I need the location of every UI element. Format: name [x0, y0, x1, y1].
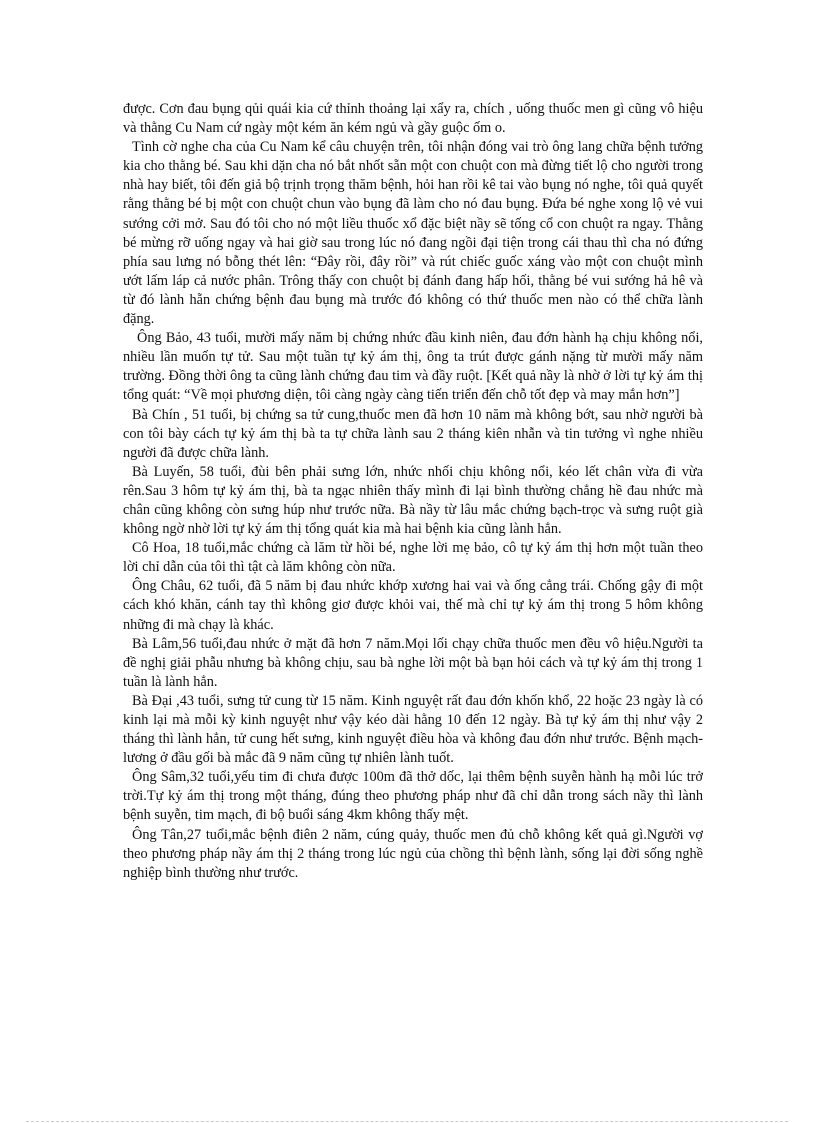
paragraph-ong-chau: Ông Châu, 62 tuổi, đã 5 năm bị đau nhức khớp xương hai vai và ống cẳng trái. Chống gậy đi một cách khó khăn, cánh tay thì không giơ được khỏi vai, thế mà chỉ tự kỷ ám thị trong 5 hôm không những đi mà chạy là khác. [123, 578, 703, 633]
paragraph-cu-nam-intro: được. Cơn đau bụng qủi quái kia cứ thỉnh thoảng lại xẩy ra, chích , uống thuốc men gì cũng vô hiệu và thằng Cu Nam cứ ngày một kém ăn kém ngủ và gầy guộc ốm o. [123, 101, 703, 137]
paragraph-cu-nam-story: Tình cờ nghe cha của Cu Nam kể câu chuyện trên, tôi nhận đóng vai trò ông lang chữa bệnh tưởng kia cho thằng bé. Sau khi dặn cha nó bắt nhốt sẵn một con chuột con mà đừng tiết lộ cho người trong nhà hay biết, tôi đến giả bộ trịnh trọng thăm bệnh, hỏi han rồi kê tai vào bụng nó nghe, tôi quả quyết rằng thằng bé bị một con chuột chun vào bụng đã làm cho nó đau bụng. Đứa bé nghe xong lộ vẻ vui sướng cởi mở. Sau đó tôi cho nó một liều thuốc xổ đặc biệt nầy sẽ tống cổ con chuột ra ngay. Thằng bé mừng rỡ uống ngay và hai giờ sau trong lúc nó đang ngồi đại tiện trong cái thau thì cha nó đứng phía sau lưng nó bỗng thét lên: “Đây rồi, đây rồi” và rút chiếc guốc xáng vào một con chuột mình ướt lấm láp cả nước phân. Trông thấy con chuột bị đánh đang hấp hối, thằng bé vui sướng hả hê và từ đó lành hẵn chứng bệnh đau bụng mà trước đó không có thứ thuốc men nào có thể chữa lành đặng. [123, 139, 703, 328]
paragraph-ba-luyen: Bà Luyến, 58 tuổi, đùi bên phải sưng lớn, nhức nhối chịu không nổi, kéo lết chân vừa đi vừa rên.Sau 3 hôm tự kỷ ám thị, bà ta ngạc nhiên thấy mình đi lại bình thường chẳng hề đau nhức mà chân cũng không còn sưng húp như trước nữa. Bà nầy từ lâu mắc chứng bạch-trọc và sưng ruột già không ngờ nhờ lời tự kỷ ám thị tổng quát kia mà hai bệnh kia cũng lành hẳn. [123, 463, 703, 538]
paragraph-ong-bao: Ông Bảo, 43 tuổi, mười mấy năm bị chứng nhức đầu kinh niên, đau đớn hành hạ chịu không nổi, nhiều lần muốn tự tử. Sau một tuần tự kỷ ám thị, ông ta trút được gánh nặng từ mười mấy năm trường. Đồng thời ông ta cũng lành chứng đau tim và đầy ruột. [Kết quả nầy là nhờ ở lời tự kỷ ám thị tổng quát: “Về mọi phương diện, tôi càng ngày càng tiến triển đến chỗ tốt đẹp và may mắn hơn”] [123, 330, 703, 404]
paragraph-ba-dai: Bà Đại ,43 tuổi, sưng tử cung từ 15 năm. Kinh nguyệt rất đau đớn khốn khổ, 22 hoặc 23 ngày là có kinh lại mà mỗi kỳ kinh nguyệt như vậy kéo dài hằng 10 đến 12 ngày. Bà tự kỷ ám thị như vậy 2 tháng thì lành hẳn, tử cung hết sưng, kinh nguyệt điều hòa và không đau đớn như trước. Bệnh mạch-lương ở đầu gối bà mắc đã 9 năm cũng tự nhiên lành tuốt. [123, 692, 703, 767]
paragraph-ong-tan: Ông Tân,27 tuổi,mắc bệnh điên 2 năm, cúng quảy, thuốc men đủ chỗ không kết quả gì.Người vợ theo phương pháp nầy ám thị 2 tháng trong lúc ngủ của chồng thì bệnh lành, sống lại đời sống nghề nghiệp bình thường như trước. [123, 826, 703, 881]
paragraph-co-hoa: Cô Hoa, 18 tuổi,mắc chứng cà lăm từ hồi bé, nghe lời mẹ bảo, cô tự kỷ ám thị hơn một tuần theo lời chỉ dẫn của tôi thì tật cà lăm không còn nữa. [123, 540, 703, 576]
page-bottom-divider [26, 1121, 788, 1122]
paragraph-ba-lam: Bà Lâm,56 tuổi,đau nhức ở mặt đã hơn 7 năm.Mọi lối chạy chữa thuốc men đều vô hiệu.Người ta đề nghị giải phẫu nhưng bà không chịu, sau bà nghe lời một bà bạn hỏi cách và tự kỷ ám thị trong 1 tuần là lành hẳn. [123, 635, 703, 690]
document-page [123, 100, 703, 883]
paragraph-ba-chin: Bà Chín , 51 tuổi, bị chứng sa tử cung,thuốc men đã hơn 10 năm mà không bớt, sau nhờ người bà con tôi bày cách tự kỷ ám thị bà ta tự chữa lành sau 2 tháng kiên nhẫn và tin tưởng vì nghe nhiều người đã được chữa lành. [123, 406, 703, 461]
paragraph-ong-sam: Ông Sâm,32 tuổi,yếu tim đi chưa được 100m đã thở dốc, lại thêm bệnh suyễn hành hạ mỗi lúc trở trời.Tự kỷ ám thị trong một tháng, đúng theo phương pháp như đã chỉ dẫn trong sách nầy thì lành bệnh suyễn, tim mạch, đi bộ buổi sáng 4km không thấy mệt. [123, 769, 703, 824]
